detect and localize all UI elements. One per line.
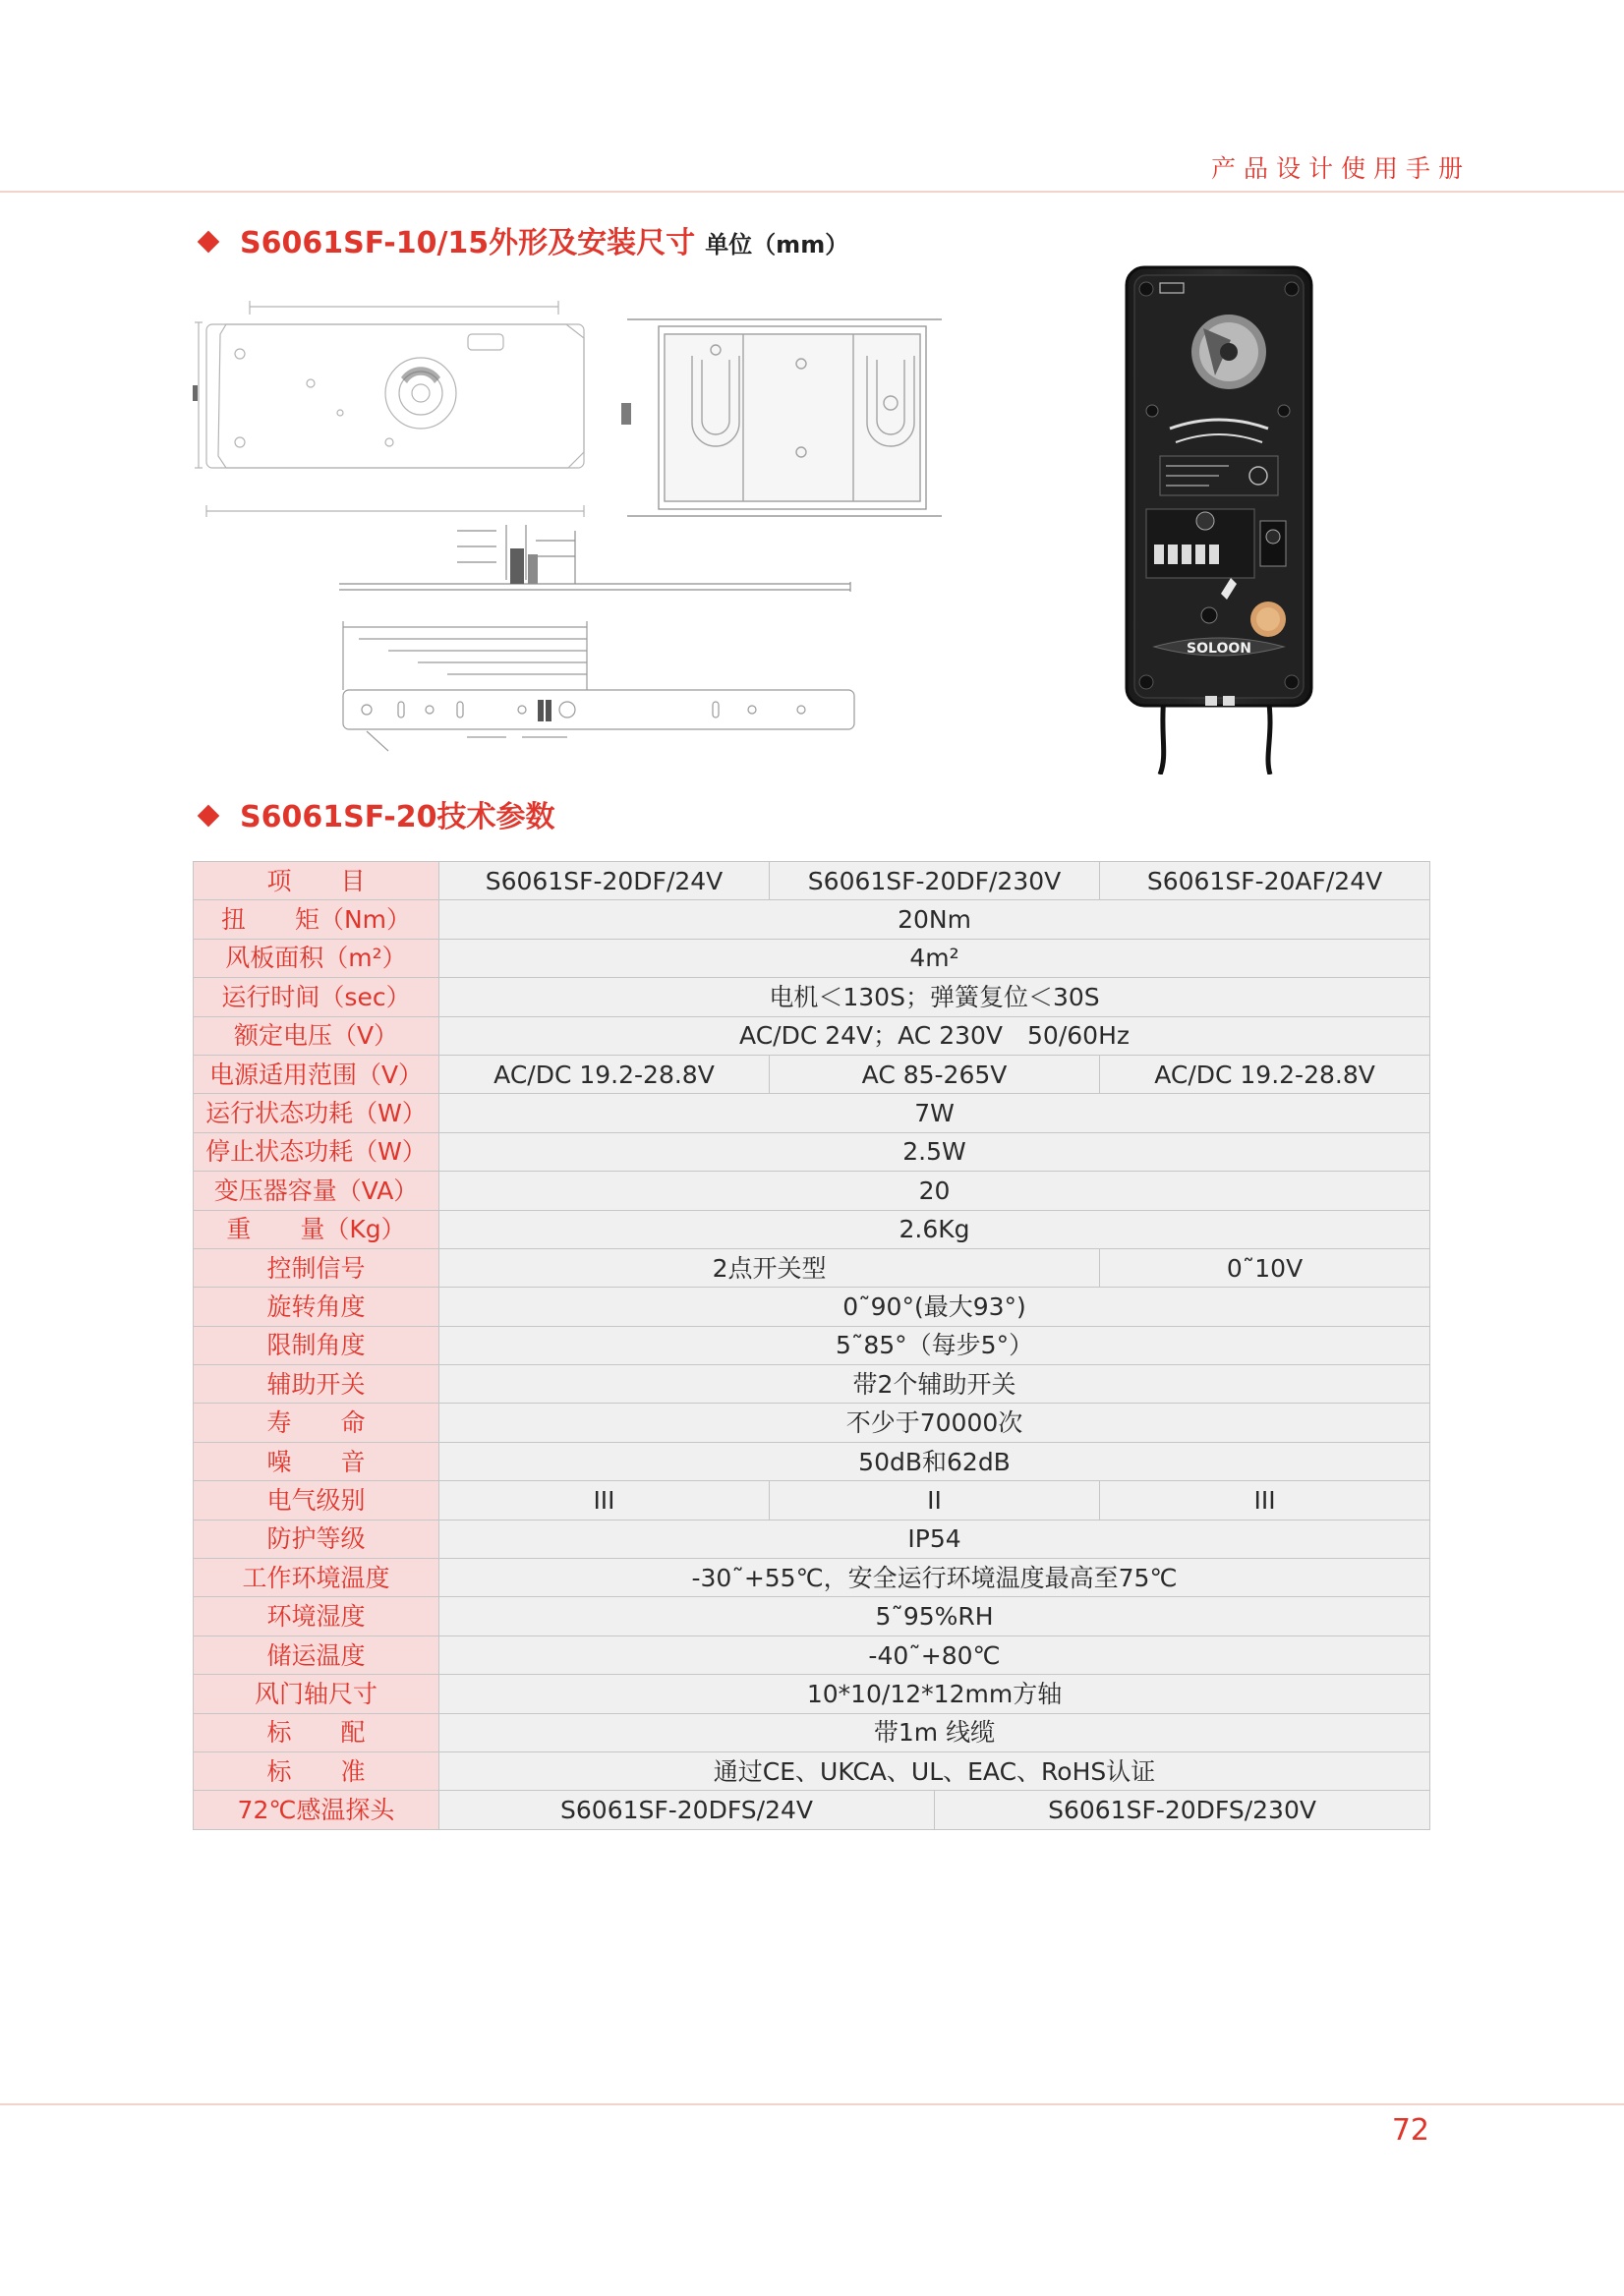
row-value: 20 bbox=[439, 1172, 1430, 1210]
row-label: 额定电压（V） bbox=[194, 1016, 439, 1055]
row-label: 控制信号 bbox=[194, 1248, 439, 1287]
row-label: 72℃感温探头 bbox=[194, 1791, 439, 1829]
table-row bbox=[194, 1713, 1430, 1751]
dimensions-section-title bbox=[201, 218, 848, 261]
diamond-bullet-icon bbox=[198, 231, 220, 254]
footer-divider bbox=[0, 2103, 1624, 2105]
table-row bbox=[194, 1751, 1430, 1790]
row-value: 2.5W bbox=[439, 1132, 1430, 1171]
mounting-plate-drawing bbox=[339, 621, 868, 759]
actuator-product-photo bbox=[1121, 263, 1317, 775]
row-label: 辅助开关 bbox=[194, 1365, 439, 1404]
table-row bbox=[194, 900, 1430, 939]
dimensions-title: S6061SF-10/15外形及安装尺寸 bbox=[240, 226, 696, 260]
row-value: 电机＜130S；弹簧复位＜30S bbox=[439, 978, 1430, 1016]
row-label: 运行时间（sec） bbox=[194, 978, 439, 1016]
row-label: 防护等级 bbox=[194, 1520, 439, 1558]
table-row bbox=[194, 1055, 1430, 1093]
table-row bbox=[194, 1094, 1430, 1132]
dimensions-unit: 单位（mm） bbox=[705, 231, 849, 258]
row-value: AC/DC 24V；AC 230V 50/60Hz bbox=[439, 1016, 1430, 1055]
row-value: AC 85-265V bbox=[770, 1055, 1100, 1093]
model-column-header: S6061SF-20DF/230V bbox=[770, 862, 1100, 900]
row-label: 重 量（Kg） bbox=[194, 1210, 439, 1248]
table-row bbox=[194, 1442, 1430, 1480]
row-value: 0˜90°(最大93°) bbox=[439, 1288, 1430, 1326]
spec-table bbox=[193, 861, 1430, 1830]
row-label: 变压器容量（VA） bbox=[194, 1172, 439, 1210]
row-value: S6061SF-20DFS/24V bbox=[439, 1791, 935, 1829]
side-view-drawing bbox=[617, 305, 957, 531]
page-number: 72 bbox=[1391, 2113, 1429, 2148]
diamond-bullet-icon bbox=[198, 805, 220, 828]
row-label: 电源适用范围（V） bbox=[194, 1055, 439, 1093]
table-row bbox=[194, 939, 1430, 977]
row-label: 风门轴尺寸 bbox=[194, 1675, 439, 1713]
table-row bbox=[194, 862, 1430, 900]
specs-section-title bbox=[201, 792, 554, 835]
table-row bbox=[194, 1481, 1430, 1520]
specs-title: S6061SF-20技术参数 bbox=[240, 800, 555, 834]
row-value: -40˜+80℃ bbox=[439, 1636, 1430, 1674]
table-row bbox=[194, 1132, 1430, 1171]
row-value: S6061SF-20DFS/230V bbox=[935, 1791, 1430, 1829]
row-label: 停止状态功耗（W） bbox=[194, 1132, 439, 1171]
row-value: 带1m 线缆 bbox=[439, 1713, 1430, 1751]
row-value: 20Nm bbox=[439, 900, 1430, 939]
row-value: II bbox=[770, 1481, 1100, 1520]
table-row bbox=[194, 1791, 1430, 1829]
row-value: 5˜85°（每步5°） bbox=[439, 1326, 1430, 1364]
manual-title: 产品设计使用手册 bbox=[1210, 154, 1471, 183]
row-label: 运行状态功耗（W） bbox=[194, 1094, 439, 1132]
table-row bbox=[194, 1559, 1430, 1597]
row-value: 不少于70000次 bbox=[439, 1404, 1430, 1442]
table-row bbox=[194, 1210, 1430, 1248]
header-divider bbox=[0, 191, 1624, 193]
row-label: 标 配 bbox=[194, 1713, 439, 1751]
row-value: 0˜10V bbox=[1100, 1248, 1430, 1287]
row-label: 电气级别 bbox=[194, 1481, 439, 1520]
model-column-header: S6061SF-20DF/24V bbox=[439, 862, 770, 900]
table-row bbox=[194, 1016, 1430, 1055]
row-label: 扭 矩（Nm） bbox=[194, 900, 439, 939]
table-row bbox=[194, 1520, 1430, 1558]
table-row bbox=[194, 978, 1430, 1016]
table-row bbox=[194, 1597, 1430, 1636]
row-value: III bbox=[1100, 1481, 1430, 1520]
row-value: 通过CE、UKCA、UL、EAC、RoHS认证 bbox=[439, 1751, 1430, 1790]
row-label: 项 目 bbox=[194, 862, 439, 900]
row-value: -30˜+55℃，安全运行环境温度最高至75℃ bbox=[439, 1559, 1430, 1597]
row-value: 2.6Kg bbox=[439, 1210, 1430, 1248]
table-row bbox=[194, 1675, 1430, 1713]
top-view-drawing bbox=[193, 295, 615, 531]
row-value: AC/DC 19.2-28.8V bbox=[1100, 1055, 1430, 1093]
row-label: 噪 音 bbox=[194, 1442, 439, 1480]
row-value: IP54 bbox=[439, 1520, 1430, 1558]
table-row bbox=[194, 1326, 1430, 1364]
shaft-detail-drawing bbox=[339, 511, 870, 600]
row-label: 储运温度 bbox=[194, 1636, 439, 1674]
row-value: 10*10/12*12mm方轴 bbox=[439, 1675, 1430, 1713]
table-row bbox=[194, 1365, 1430, 1404]
row-value: 50dB和62dB bbox=[439, 1442, 1430, 1480]
row-label: 风板面积（m²） bbox=[194, 939, 439, 977]
row-value: 带2个辅助开关 bbox=[439, 1365, 1430, 1404]
table-row bbox=[194, 1404, 1430, 1442]
table-row bbox=[194, 1248, 1430, 1287]
row-value: 2点开关型 bbox=[439, 1248, 1100, 1287]
row-value: III bbox=[439, 1481, 770, 1520]
table-row bbox=[194, 1172, 1430, 1210]
row-value: 5˜95%RH bbox=[439, 1597, 1430, 1636]
table-row bbox=[194, 1636, 1430, 1674]
row-label: 旋转角度 bbox=[194, 1288, 439, 1326]
table-row bbox=[194, 1288, 1430, 1326]
model-column-header: S6061SF-20AF/24V bbox=[1100, 862, 1430, 900]
row-label: 环境湿度 bbox=[194, 1597, 439, 1636]
row-label: 寿 命 bbox=[194, 1404, 439, 1442]
row-value: 4m² bbox=[439, 939, 1430, 977]
row-label: 限制角度 bbox=[194, 1326, 439, 1364]
brand-logo: SOLOON bbox=[1187, 641, 1251, 657]
row-value: 7W bbox=[439, 1094, 1430, 1132]
row-label: 工作环境温度 bbox=[194, 1559, 439, 1597]
row-value: AC/DC 19.2-28.8V bbox=[439, 1055, 770, 1093]
row-label: 标 准 bbox=[194, 1751, 439, 1790]
